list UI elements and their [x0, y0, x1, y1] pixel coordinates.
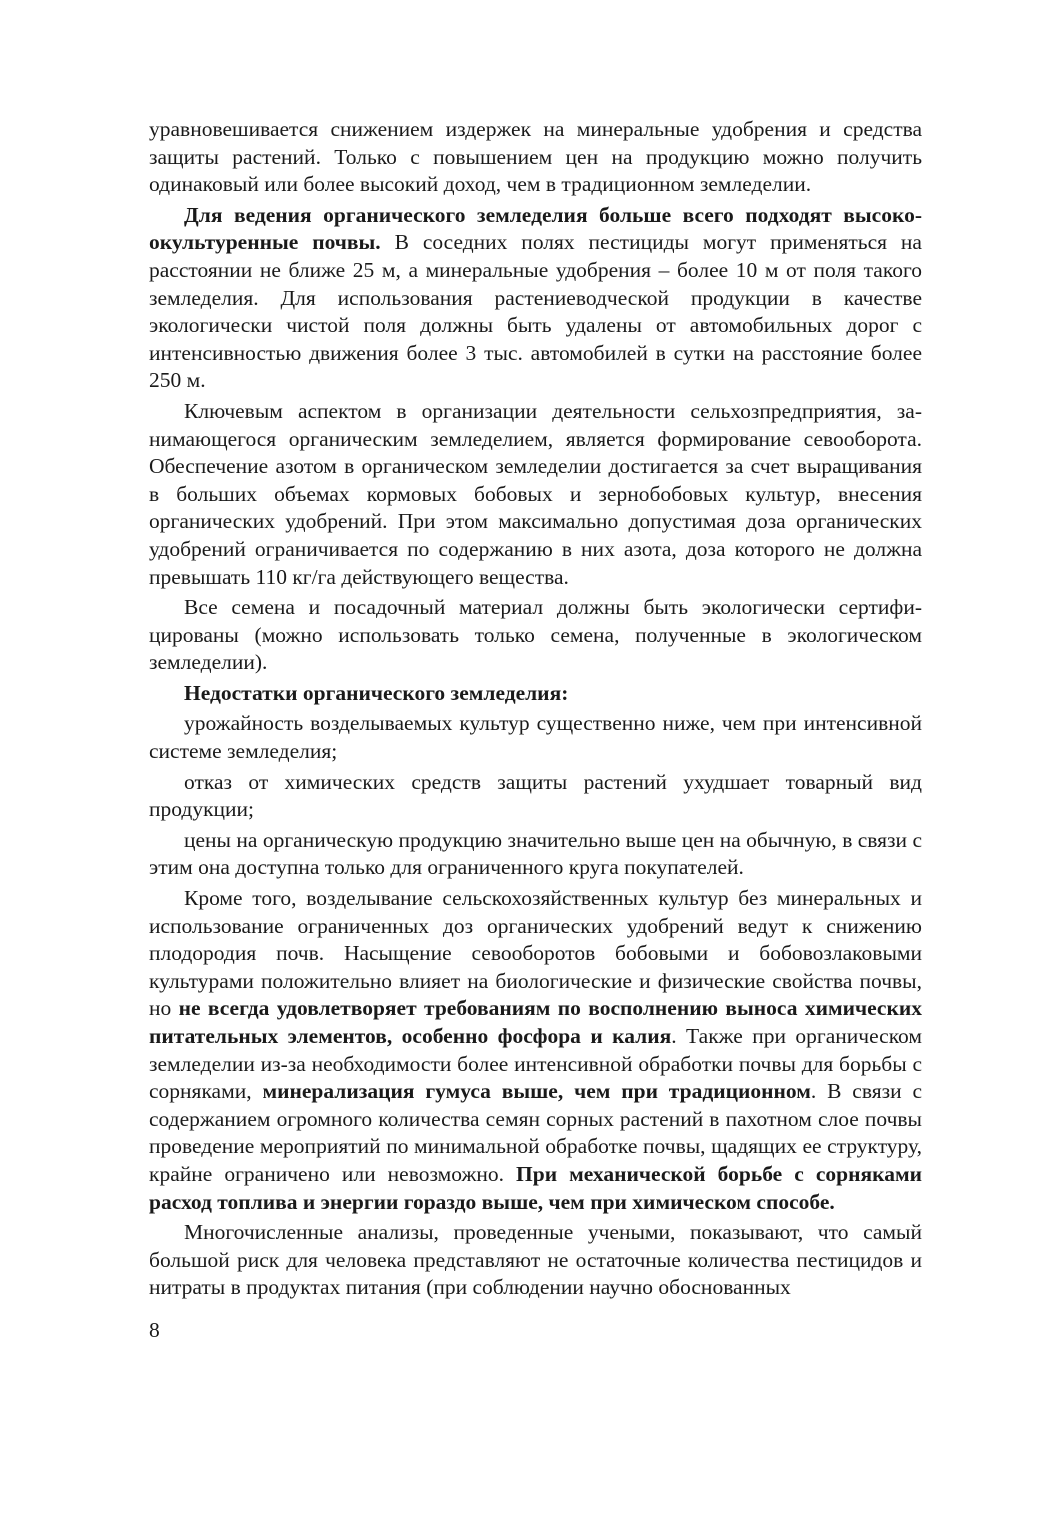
text-segment: . Также при органическом земледелии из-за необходимости более интенсивной обработки почвы для борьбы с сорняками,: [149, 1024, 922, 1104]
bold-text-segment: Для ведения органического земледелия больше всего подходят высокоокультуренные почвы.: [149, 202, 922, 255]
bold-text-segment: Недостатки органического земледелия:: [184, 680, 569, 705]
bold-text-segment: не всегда удовлетворяет требованиям по восполнению выноса химических питательных элементов, особенно фосфора и калия: [149, 996, 922, 1048]
text-segment: отказ от химических средств защиты растений ухудшает товарный вид продукции;: [149, 769, 922, 822]
paragraph: [149, 1219, 922, 1302]
paragraph: [149, 885, 922, 1216]
paragraph: [149, 202, 922, 395]
paragraph: [149, 594, 922, 677]
paragraph: [149, 398, 922, 591]
text-segment: цены на органическую продукцию значительно выше цен на обычную, в связи с этим она доступна только для ограниченного круга покупателей.: [149, 827, 922, 880]
text-segment: . В связи с содержанием огромного количества семян сорных растений в пахотном слое почвы проведение мероприятий по минимальной обработке почвы, щадящих ее структуру, крайне ограничено или невозможно.: [149, 1079, 922, 1186]
text-segment: Все семена и посадочный материал должны быть экологически сертифицированы (можно использовать только семена, полученные в экологическом земледелии).: [149, 595, 922, 675]
text-segment: В соседних полях пестициды могут применяться на расстоянии не ближе 25 м, а минеральные удобрения – более 10 м от поля такого земледелия. Для использования растениеводческой продукции в качестве экологически чистой поля должны быть удалены от автомобильных дорог с интенсивностью движения более 3 тыс. автомобилей в сутки на расстояние более 250 м.: [149, 230, 922, 393]
text-segment: урожайность возделываемых культур существенно ниже, чем при интенсивной системе земледелия;: [149, 711, 922, 764]
page-body-text: [149, 116, 922, 1305]
paragraph: [149, 827, 922, 882]
bold-text-segment: При механической борьбе с сорняками расход топлива и энергии гораздо выше, чем при химическом способе.: [149, 1161, 922, 1214]
paragraph: [149, 769, 922, 824]
paragraph: [149, 710, 922, 765]
bold-text-segment: минерализация гумуса выше, чем при традиционном: [262, 1079, 811, 1104]
text-segment: Кроме того, возделывание сельскохозяйственных культур без минеральных и использование ограниченных доз органических удобрений ведут к снижению плодородия почв. Насыщение севооборотов бобовыми и бобовозлаковыми культурами положительно влияет на биологические и физические свойства почвы, но: [149, 886, 922, 1021]
text-segment: Ключевым аспектом в организации деятельности сельхозпредприятия, занимающегося органическим земледелием, является формирование севооборота. Обеспечение азотом в органическом земледелии достигается за счет выращивания в больших объемах кормовых бобовых и зернобобовых культур, внесения органических удобрений. При этом максимально допустимая доза органических удобрений ограничивается по содержанию в них азота, доза которого не должна превышать 110 кг/га действующего вещества.: [149, 398, 922, 589]
text-segment: уравновешивается снижением издержек на минеральные удобрения и средства защиты растений. Только с повышением цен на продукцию можно получить одинаковый или более высокий доход, чем в традиционном земледелии.: [149, 117, 922, 197]
text-segment: Многочисленные анализы, проведенные учеными, показывают, что самый большой риск для человека представляют не остаточные количества пестицидов и нитраты в продуктах питания (при соблюдении научно обоснованных: [149, 1220, 922, 1300]
paragraph: [149, 116, 922, 199]
paragraph: [149, 680, 922, 708]
page-number: 8: [149, 1318, 160, 1342]
